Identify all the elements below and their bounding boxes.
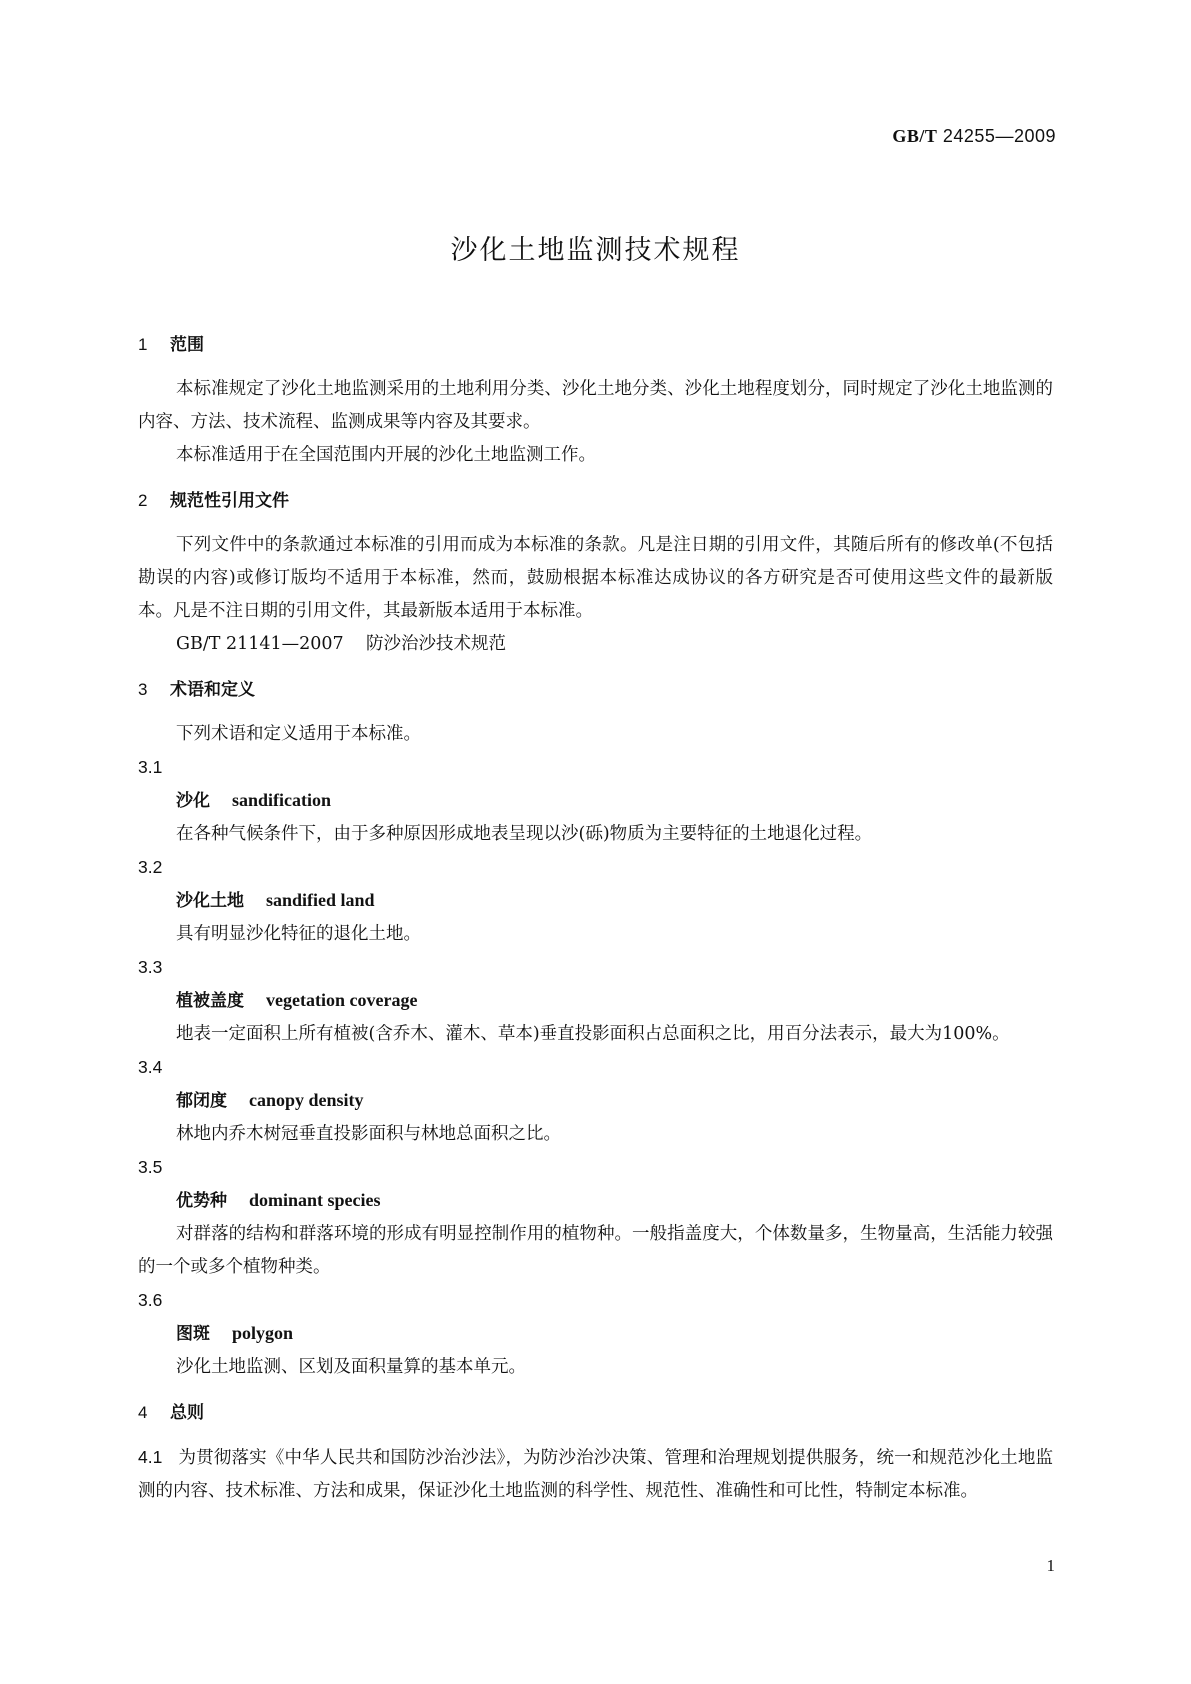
clause-number: 3.5 <box>138 1157 163 1177</box>
section-number: 1 <box>138 335 148 354</box>
term-definition: 沙化土地监测、区划及面积量算的基本单元。 <box>176 1357 526 1377</box>
section-title: 规范性引用文件 <box>170 491 289 511</box>
term-entry <box>138 1184 1053 1218</box>
paragraph: 下列文件中的条款通过本标准的引用而成为本标准的条款。凡是注日期的引用文件，其随后所有的修改单(不包括勘误的内容)或修订版均不适用于本标准，然而，鼓励根据本标准达成协议的各方研究是否可使用这些文件的最新版本。凡是不注日期的引用文件，其最新版本适用于本标准。 <box>138 535 1053 621</box>
term-en: sandified land <box>266 890 375 910</box>
term-en: polygon <box>232 1323 294 1343</box>
normative-reference <box>138 628 1053 661</box>
clause-number: 3.3 <box>138 957 163 977</box>
section-heading <box>138 484 1053 517</box>
clause-number: 3.1 <box>138 757 163 777</box>
section-heading <box>138 673 1053 706</box>
term-zh: 植被盖度 <box>176 991 244 1011</box>
term-entry <box>138 1084 1053 1118</box>
clause-number: 3.4 <box>138 1057 163 1077</box>
document-body <box>138 328 1053 1508</box>
term-entry <box>138 884 1053 918</box>
standard-prefix: GB/T <box>892 126 938 146</box>
paragraph: 下列术语和定义适用于本标准。 <box>176 724 421 744</box>
term-en: canopy density <box>249 1090 364 1110</box>
section-heading <box>138 328 1053 361</box>
term-definition: 具有明显沙化特征的退化土地。 <box>176 924 421 944</box>
paragraph: 本标准适用于在全国范围内开展的沙化土地监测工作。 <box>176 445 596 465</box>
page-number: 1 <box>1046 1556 1055 1575</box>
term-zh: 优势种 <box>176 1191 227 1211</box>
term-zh: 沙化 <box>176 791 210 811</box>
term-en: dominant species <box>249 1190 381 1210</box>
term-definition: 地表一定面积上所有植被(含乔木、灌木、草本)垂直投影面积占总面积之比，用百分法表示，最大为100%。 <box>176 1024 1010 1044</box>
section-heading <box>138 1396 1053 1429</box>
clause-number: 3.6 <box>138 1290 163 1310</box>
document-title: 沙化土地监测技术规程 <box>450 235 741 266</box>
term-definition: 对群落的结构和群落环境的形成有明显控制作用的植物种。一般指盖度大，个体数量多，生物量高，生活能力较强的一个或多个植物种类。 <box>138 1224 1053 1277</box>
term-definition: 在各种气候条件下，由于多种原因形成地表呈现以沙(砾)物质为主要特征的土地退化过程。 <box>176 824 873 844</box>
section-number: 3 <box>138 680 148 699</box>
term-definition: 林地内乔木树冠垂直投影面积与林地总面积之比。 <box>176 1124 561 1144</box>
reference-title: 防沙治沙技术规范 <box>365 634 506 654</box>
paragraph: 本标准规定了沙化土地监测采用的土地利用分类、沙化土地分类、沙化土地程度划分，同时规定了沙化土地监测的内容、方法、技术流程、监测成果等内容及其要求。 <box>138 379 1053 432</box>
term-en: vegetation coverage <box>266 990 418 1010</box>
section-number: 4 <box>138 1403 148 1422</box>
clause-number: 4.1 <box>138 1447 163 1467</box>
term-zh: 郁闭度 <box>176 1091 227 1111</box>
clause-number: 3.2 <box>138 857 163 877</box>
section-number: 2 <box>138 491 148 510</box>
section-title: 术语和定义 <box>170 680 255 700</box>
section-title: 总则 <box>170 1403 204 1423</box>
term-entry <box>138 784 1053 818</box>
standard-code: 24255—2009 <box>942 126 1056 146</box>
section-title: 范围 <box>170 335 204 355</box>
term-zh: 图斑 <box>176 1324 210 1344</box>
clause-paragraph <box>138 1441 1053 1508</box>
reference-code: GB/T 21141—2007 <box>176 634 344 654</box>
clause-text: 为贯彻落实《中华人民共和国防沙治沙法》，为防沙治沙决策、管理和治理规划提供服务，统一和规范沙化土地监测的内容、技术标准、方法和成果，保证沙化土地监测的科学性、规范性、准确性和可比性，特制定本标准。 <box>138 1448 1053 1501</box>
standard-number <box>892 126 1056 147</box>
term-en: sandification <box>232 790 332 810</box>
term-zh: 沙化土地 <box>176 891 244 911</box>
term-entry <box>138 984 1053 1018</box>
term-entry <box>138 1317 1053 1351</box>
